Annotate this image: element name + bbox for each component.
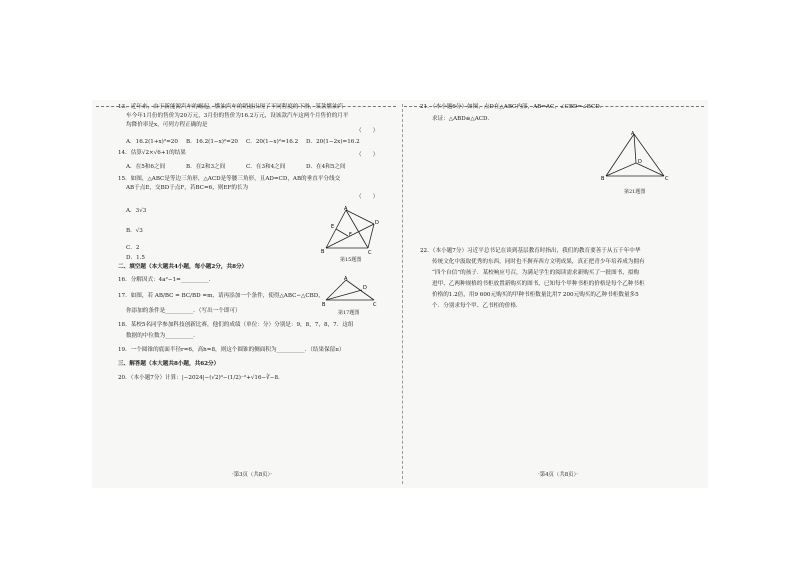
q15-figure-caption: 第15题图 <box>340 257 362 263</box>
fig15-label-d: D <box>375 220 379 226</box>
section-2-heading: 二、填空题（本大题共4小题，每小题2分，共8分） <box>118 264 248 270</box>
q17-line1: 17．如图，若 AB/BC = BC/BD =m，请再添加一个条件，使得△ABC∽△CBD， <box>118 293 324 299</box>
fig21-label-c: C <box>665 176 669 182</box>
q18-line2: 数据的中位数为__________． <box>126 333 199 339</box>
q14-option-c: C．在3和4之间 <box>246 164 286 170</box>
q14-option-a: A．在5和6之间 <box>126 164 166 170</box>
q13-option-c: C．20(1−x)²=16.2 <box>246 139 299 145</box>
fig15-label-b: B <box>321 249 325 255</box>
q13-line1: 13．近年来，由于新能源汽车的崛起，燃油汽车的销量出现了不同程度的下滑，某款燃油汽 <box>118 104 344 110</box>
q22-line6: 个．分别求每个甲、乙书柜的价格． <box>432 303 522 309</box>
fig21-label-d: D <box>638 159 642 165</box>
q15-option-b: B．√3 <box>126 228 143 234</box>
q14-option-b: B．在2和3之间 <box>186 164 226 170</box>
fig17-label-c: C <box>373 302 377 308</box>
q14-answer-paren: （ ） <box>356 152 379 158</box>
fig21-label-a: A <box>631 131 635 137</box>
fig17-label-d: D <box>363 285 367 291</box>
q21-line1: 21．（本小题6分）如图，点D在△ABC内部，AB=AC，∠CBD=∠BCD． <box>420 104 606 110</box>
q13-line3: 均降价率是x，可列方程正确的是 <box>126 122 208 128</box>
fig21-label-b: B <box>601 176 605 182</box>
q21-line2: 求证：△ABD≌△ACD． <box>432 116 494 122</box>
fig15-label-e: E <box>331 224 335 230</box>
q18-line1: 18．某校5名同学参加科技创新比赛，他们的成绩（单位：分）分别是：9，8，7，8，7．这组 <box>118 322 354 328</box>
figure-15 <box>318 206 380 258</box>
q22-line4: 进甲、乙两种规格的书柜放置新购买的图书，已知每个甲种书柜的价格是每个乙种书柜 <box>432 281 645 287</box>
q16-stem: 16．分解因式：4a²−1=__________． <box>118 277 215 283</box>
fig17-label-a: A <box>344 276 348 282</box>
q15-option-a: A．3√3 <box>126 208 147 214</box>
q22-line5: 价格的1.2倍，用9 600元购买的甲种书柜数量比用7 200元购买的乙种书柜数量多5 <box>432 292 639 298</box>
q17-line2: 你添加的条件是__________．（写出一个即可） <box>126 308 241 314</box>
section-3-heading: 三、解答题（本大题共8小题，共62分） <box>118 361 220 367</box>
q15-line2: AB于点E，交BD于点F，若BC=6，则EF的长为 <box>126 185 249 191</box>
q21-figure-caption: 第21题图 <box>624 189 646 195</box>
q15-option-d: D．1.5 <box>126 255 145 261</box>
q22-line3: “四个自信”的孩子．某校响应号召，为满足学生的阅读需求新购买了一批图书，拟购 <box>432 270 640 276</box>
q14-stem: 14．估算√2×√6+1的结果 <box>118 150 186 156</box>
figure-17 <box>322 276 380 308</box>
q13-option-a: A．16.2(1+x)²=20 <box>126 139 178 145</box>
fig15-label-f: F <box>349 232 352 238</box>
q15-answer-paren: （ ） <box>356 194 379 200</box>
fig15-label-a: A <box>344 206 348 212</box>
q20-stem: 20．（本小题7分）计算：|−2024|−(√2)⁰−(1/2)⁻²+√16−∛−8． <box>118 375 284 381</box>
center-fold-line <box>402 104 404 484</box>
q15-line1: 15．如图，△ABC是等边三角形，△ACD是等腰三角形，且AD=CD，AB的垂直平分线交 <box>118 176 341 182</box>
page-number-left: ·第3页（共8页）· <box>232 472 272 478</box>
q13-option-d: D．20(1−2x)=16.2 <box>306 139 360 145</box>
fig17-label-b: B <box>322 302 326 308</box>
q22-line1: 22．（本小题7分）习近平总书记在谈到基层教育时指出，我们的教育要善于从五千年中华 <box>420 248 641 254</box>
q15-option-c: C．2 <box>126 245 140 251</box>
page-number-right: ·第4页（共8页）· <box>538 472 578 478</box>
q13-line2: 车今年1月份的售价为20万元，3月份的售价为16.2万元，设该款汽车这两个月售价的月平 <box>126 113 349 119</box>
fig15-label-c: C <box>368 250 372 256</box>
q22-line2: 传统文化中汲取优秀的东西，同时也不摒弃西方文明成果，真正把青少年培养成为拥有 <box>432 259 645 265</box>
q17-figure-caption: 第17题图 <box>338 310 360 316</box>
figure-21 <box>598 130 678 184</box>
q19-stem: 19．一个圆锥的底面半径r=6，高h=8，则这个圆锥的侧面积为__________．（结果保留π） <box>118 347 345 353</box>
q13-answer-paren: （ ） <box>356 128 379 134</box>
q14-option-d: D．在4和5之间 <box>306 164 346 170</box>
q13-option-b: B．16.2(1−x)²=20 <box>186 139 238 145</box>
